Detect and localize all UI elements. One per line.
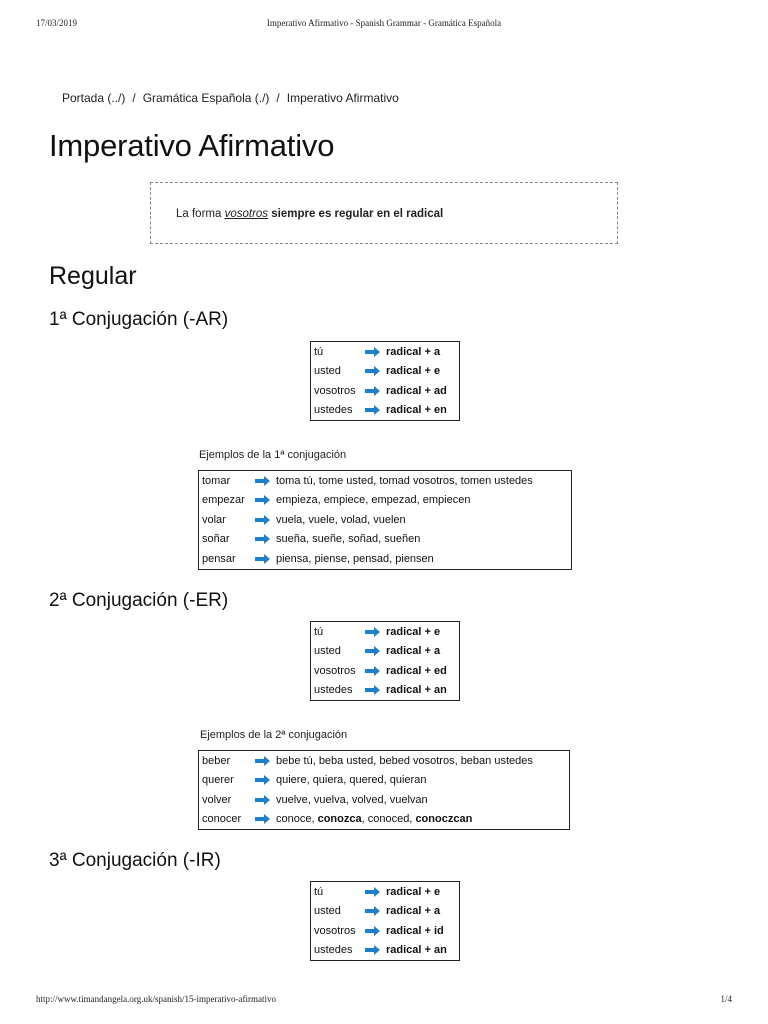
- section-title-regular: Regular: [49, 262, 137, 290]
- arrow-right-icon: [253, 790, 273, 810]
- example-forms: [273, 771, 570, 791]
- rule-pronoun: ustedes: [314, 404, 353, 417]
- arrow-right-icon: [363, 381, 383, 401]
- example-verb: pensar: [202, 552, 236, 565]
- example-form-text: vuelve, vuelva, volved, vuelvan: [276, 793, 428, 806]
- rule-row: [311, 401, 460, 421]
- note-bold-text: siempre es regular en el radical: [268, 208, 444, 220]
- conjugation-heading-er: 2ª Conjugación (-ER): [49, 590, 229, 611]
- rule-result: radical + id: [386, 924, 444, 937]
- arrow-right-icon: [363, 362, 383, 382]
- breadcrumb-current: Imperativo Afirmativo: [286, 91, 399, 105]
- example-form-text: sueña, sueñe, soñad, sueñen: [276, 533, 421, 546]
- rule-row: [311, 642, 460, 662]
- arrow-right-icon: [253, 510, 273, 530]
- example-form-text: empieza, empiece, empezad, empiecen: [276, 494, 471, 507]
- rule-table-ir: [310, 881, 460, 961]
- arrow-right-icon: [253, 491, 273, 511]
- example-verb: tomar: [202, 474, 231, 487]
- example-forms: [273, 549, 572, 569]
- rule-pronoun: vosotros: [314, 924, 356, 937]
- example-row: [199, 549, 572, 569]
- example-verb: soñar: [202, 533, 230, 546]
- arrow-right-icon: [363, 642, 383, 662]
- rule-result: radical + an: [386, 944, 447, 957]
- examples-table-er: [198, 750, 570, 830]
- arrow-right-icon: [363, 661, 383, 681]
- note-box: [150, 182, 618, 244]
- example-form-text: quiere, quiera, quered, quieran: [276, 774, 427, 787]
- rule-pronoun: tú: [314, 345, 324, 358]
- rule-result: radical + a: [386, 905, 441, 918]
- rule-row: [311, 681, 460, 701]
- example-forms: [273, 471, 572, 491]
- rule-result: radical + en: [386, 404, 447, 417]
- rule-result: radical + an: [386, 684, 447, 697]
- examples-table-ar: [198, 470, 572, 570]
- rule-result: radical + ed: [386, 664, 447, 677]
- note-text: [176, 208, 443, 220]
- arrow-right-icon: [363, 921, 383, 941]
- arrow-right-icon: [363, 401, 383, 421]
- print-date: 17/03/2019: [36, 18, 78, 28]
- breadcrumb-grammar-link[interactable]: Gramática Española (./): [142, 91, 270, 105]
- example-row: [199, 810, 570, 830]
- rule-row: [311, 941, 460, 961]
- print-url: http://www.timandangela.org.uk/spanish/15-imperativo-afirmativo: [36, 994, 276, 1004]
- example-form-text: bebe tú, beba usted, bebed vosotros, beban ustedes: [276, 754, 533, 767]
- rule-result: radical + a: [386, 345, 441, 358]
- rule-row: [311, 921, 460, 941]
- example-verb: empezar: [202, 494, 245, 507]
- example-form-text: vuela, vuele, volad, vuelen: [276, 513, 406, 526]
- rule-result: radical + e: [386, 625, 441, 638]
- page-title: Imperativo Afirmativo: [49, 128, 335, 163]
- note-underlined-word: vosotros: [224, 208, 269, 220]
- breadcrumb-separator: /: [132, 91, 136, 105]
- conjugation-heading-ar: 1ª Conjugación (-AR): [49, 309, 229, 330]
- examples-caption-er: Ejemplos de la 2ª conjugación: [200, 729, 348, 741]
- rule-table-ar: [310, 341, 460, 421]
- example-verb: querer: [202, 774, 234, 787]
- rule-pronoun: vosotros: [314, 664, 356, 677]
- example-forms: [273, 790, 570, 810]
- rule-table-er: [310, 621, 460, 701]
- example-forms: [273, 491, 572, 511]
- rule-pronoun: tú: [314, 625, 324, 638]
- rule-row: [311, 362, 460, 382]
- arrow-right-icon: [363, 902, 383, 922]
- print-page-number: 1/4: [720, 994, 732, 1004]
- rule-row: [311, 661, 460, 681]
- irregular-form: conoczcan: [415, 813, 473, 826]
- irregular-form: conozca: [317, 813, 362, 826]
- rule-pronoun: usted: [314, 645, 341, 658]
- rule-row: [311, 882, 460, 902]
- example-row: [199, 471, 572, 491]
- example-row: [199, 790, 570, 810]
- example-verb: volver: [202, 793, 232, 806]
- note-prefix: La forma: [176, 208, 225, 220]
- example-row: [199, 491, 572, 511]
- arrow-right-icon: [363, 941, 383, 961]
- example-forms: [273, 810, 570, 830]
- example-forms: [273, 751, 570, 771]
- rule-result: radical + e: [386, 365, 441, 378]
- arrow-right-icon: [253, 771, 273, 791]
- rule-row: [311, 342, 460, 362]
- example-row: [199, 751, 570, 771]
- arrow-right-icon: [363, 882, 383, 902]
- rule-pronoun: usted: [314, 365, 341, 378]
- arrow-right-icon: [253, 549, 273, 569]
- rule-pronoun: usted: [314, 905, 341, 918]
- rule-pronoun: tú: [314, 885, 324, 898]
- arrow-right-icon: [363, 622, 383, 642]
- arrow-right-icon: [363, 681, 383, 701]
- rule-result: radical + ad: [386, 384, 447, 397]
- example-form-text: toma tú, tome usted, tomad vosotros, tomen ustedes: [276, 474, 533, 487]
- arrow-right-icon: [363, 342, 383, 362]
- rule-result: radical + e: [386, 885, 441, 898]
- rule-result: radical + a: [386, 645, 441, 658]
- example-forms: [273, 530, 572, 550]
- example-row: [199, 530, 572, 550]
- conjugation-heading-ir: 3ª Conjugación (-IR): [49, 850, 221, 871]
- example-verb: volar: [202, 513, 226, 526]
- breadcrumb-separator: /: [276, 91, 280, 105]
- arrow-right-icon: [253, 471, 273, 491]
- example-form-text: piensa, piense, pensad, piensen: [276, 552, 434, 565]
- arrow-right-icon: [253, 751, 273, 771]
- arrow-right-icon: [253, 810, 273, 830]
- arrow-right-icon: [253, 530, 273, 550]
- breadcrumb-home-link[interactable]: Portada (../): [62, 91, 126, 105]
- examples-caption-ar: Ejemplos de la 1ª conjugación: [199, 449, 347, 461]
- example-form-text: conoce,: [276, 813, 318, 826]
- rule-row: [311, 381, 460, 401]
- example-form-text: , conoced,: [361, 813, 416, 826]
- rule-pronoun: ustedes: [314, 944, 353, 957]
- example-row: [199, 771, 570, 791]
- rule-pronoun: ustedes: [314, 684, 353, 697]
- example-verb: beber: [202, 754, 231, 767]
- example-row: [199, 510, 572, 530]
- print-title: Imperativo Afirmativo - Spanish Grammar - Gramática Española: [266, 18, 502, 28]
- breadcrumb: [62, 91, 399, 105]
- example-verb: conocer: [202, 813, 242, 826]
- example-forms: [273, 510, 572, 530]
- rule-row: [311, 622, 460, 642]
- rule-pronoun: vosotros: [314, 384, 356, 397]
- rule-row: [311, 902, 460, 922]
